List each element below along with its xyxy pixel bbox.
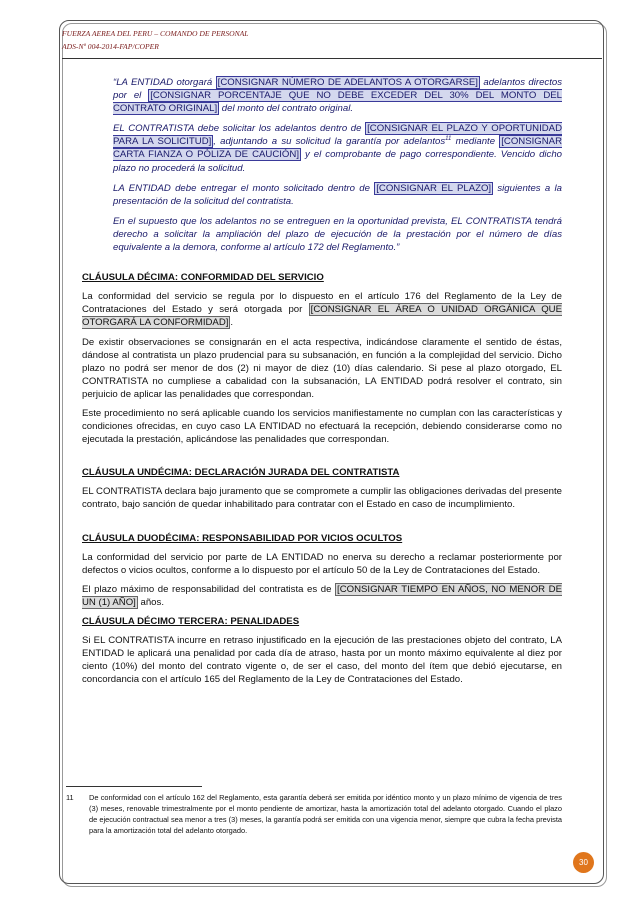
- paragraph: Este procedimiento no será aplicable cuando los servicios manifiestamente no cumplan con las características y condiciones ofrecidas, en cuyo caso LA ENTIDAD no efectuará la recepción, debiendo considerarse como no ejecutada la prestación, aplicándose las penalidades que correspondan.: [82, 407, 562, 446]
- text: siguientes a la presentación de la solicitud del contratista.: [113, 182, 562, 207]
- text: años.: [140, 596, 164, 608]
- paragraph: La conformidad del servicio por parte de LA ENTIDAD no enerva su derecho a reclamar posteriormente por defectos o vicios ocultos, conforme a lo dispuesto por el artículo 50 de la Ley de Contrataciones del Estado.: [82, 551, 562, 576]
- page-number-badge: 30: [573, 852, 594, 873]
- quote-paragraph: [113, 182, 562, 208]
- section-title: CLÁUSULA DUODÉCIMA: RESPONSABILIDAD POR VICIOS OCULTOS: [82, 532, 403, 544]
- paragraph: Si EL CONTRATISTA incurre en retraso injustificado en la ejecución de las prestaciones objeto del contrato, LA ENTIDAD le aplicará una penalidad por cada día de atraso, hasta por un monto máximo equivalente al diez por ciento (10%) del monto del contrato vigente o, de ser el caso, del monto del ítem que debió ejecutarse, en concordancia con el artículo 165 del Reglamento de la Ley de Contrataciones del Estado.: [82, 635, 562, 686]
- header-divider: [62, 58, 602, 59]
- document-body: [82, 76, 562, 692]
- paragraph: [82, 290, 562, 329]
- page-header: [62, 27, 602, 53]
- quote-paragraph: En el supuesto que los adelantos no se entreguen en la oportunidad prevista, EL CONTRATISTA tendrá derecho a solicitar la ampliación del plazo de ejecución de la prestación por el número de días equivalente a la demora, conforme al artículo 172 del Reglamento.”: [113, 215, 562, 254]
- footnote: [66, 792, 562, 836]
- placeholder-highlight: [CONSIGNAR EL ÁREA O UNIDAD ORGÁNICA QUE OTORGARÁ LA CONFORMIDAD]: [82, 304, 562, 329]
- quoted-clause: [113, 76, 562, 254]
- text: .: [230, 317, 234, 329]
- clause-10: [82, 271, 562, 446]
- text: El plazo máximo de responsabilidad del contratista es de: [82, 583, 332, 595]
- placeholder-highlight: [CONSIGNAR CARTA FIANZA O PÓLIZA DE CAUCIÓN]: [113, 136, 563, 161]
- section-title: CLÁUSULA DÉCIMA: CONFORMIDAD DEL SERVICIO: [82, 272, 324, 284]
- text: LA ENTIDAD debe entregar el monto solicitado dentro de: [113, 182, 370, 194]
- header-document-code: ADS-Nº 004-2014-FAP/COPER: [62, 42, 159, 51]
- quote-paragraph: [113, 122, 562, 174]
- placeholder-highlight: [CONSIGNAR TIEMPO EN AÑOS, NO MENOR DE UN (1) AÑO]: [82, 583, 562, 608]
- text: y el comprobante de pago correspondiente. Vencido dicho plazo no procederá la solicitud.: [113, 149, 563, 174]
- text: del monto del contrato original.: [221, 103, 353, 115]
- clause-12: [82, 532, 562, 609]
- placeholder-highlight: [CONSIGNAR PORCENTAJE QUE NO DEBE EXCEDER DEL 30% DEL MONTO DEL CONTRATO ORIGINAL]: [113, 90, 563, 115]
- clause-13: [82, 615, 562, 686]
- footnote-text: De conformidad con el artículo 162 del Reglamento, esta garantía deberá ser emitida por idéntico monto y un plazo mínimo de vigencia de tres (3) meses, renovable trimestralmente por el monto pendiente de amortizar, hasta la amortización total del adelanto otorgado. Cuando el plazo de ejecución contractual sea menor a tres (3) meses, la garantía podrá ser emitida con una vigencia menor, siempre que cubra la fecha prevista para la amortización total del adelanto otorgado.: [89, 793, 562, 835]
- placeholder-highlight: [CONSIGNAR NÚMERO DE ADELANTOS A OTORGARSE]: [217, 77, 478, 88]
- placeholder-highlight: [CONSIGNAR EL PLAZO]: [376, 182, 492, 194]
- text: EL CONTRATISTA debe solicitar los adelantos dentro de: [113, 123, 362, 135]
- text: “LA ENTIDAD otorgará: [113, 77, 213, 88]
- paragraph: EL CONTRATISTA declara bajo juramento que se compromete a cumplir las obligaciones derivadas del presente contrato, bajo sanción de quedar inhabilitado para contratar con el Estado en caso de incumplimiento.: [82, 486, 562, 511]
- paragraph: De existir observaciones se consignarán en el acta respectiva, indicándose claramente el sentido de éstas, dándose al contratista un plazo prudencial para su subsanación, en función a la complejidad del servicio. Dicho plazo no podrá ser menor de dos (2) ni mayor de diez (10) días calendario. Si pese al plazo otorgado, EL CONTRATISTA no cumpliese a cabalidad con la subsanación, LA ENTIDAD podrá resolver el contrato, sin perjuicio de aplicar las penalidades que correspondan.: [82, 336, 562, 400]
- text: mediante: [455, 136, 496, 148]
- paragraph: [82, 583, 562, 609]
- placeholder-highlight: [CONSIGNAR EL PLAZO Y OPORTUNIDAD PARA LA SOLICITUD]: [113, 123, 563, 148]
- footnote-number: 11: [66, 793, 74, 802]
- clause-11: [82, 466, 562, 511]
- footnote-divider: [66, 786, 202, 787]
- quote-paragraph: [113, 76, 562, 115]
- footnote-reference[interactable]: 11: [445, 136, 452, 143]
- section-title: CLÁUSULA DÉCIMO TERCERA: PENALIDADES: [82, 616, 300, 627]
- section-title: CLÁUSULA UNDÉCIMA: DECLARACIÓN JURADA DEL CONTRATISTA: [82, 467, 400, 479]
- text: , adjuntando a su solicitud la garantía por adelantos: [213, 136, 446, 148]
- text: La conformidad del servicio se regula por lo dispuesto en el artículo 176 del Reglamento de la Ley de Contrataciones del Estado y será otorgada por: [82, 291, 562, 316]
- header-organization: FUERZA AEREA DEL PERU – COMANDO DE PERSONAL: [62, 29, 249, 38]
- text: adelantos directos por el: [113, 77, 562, 102]
